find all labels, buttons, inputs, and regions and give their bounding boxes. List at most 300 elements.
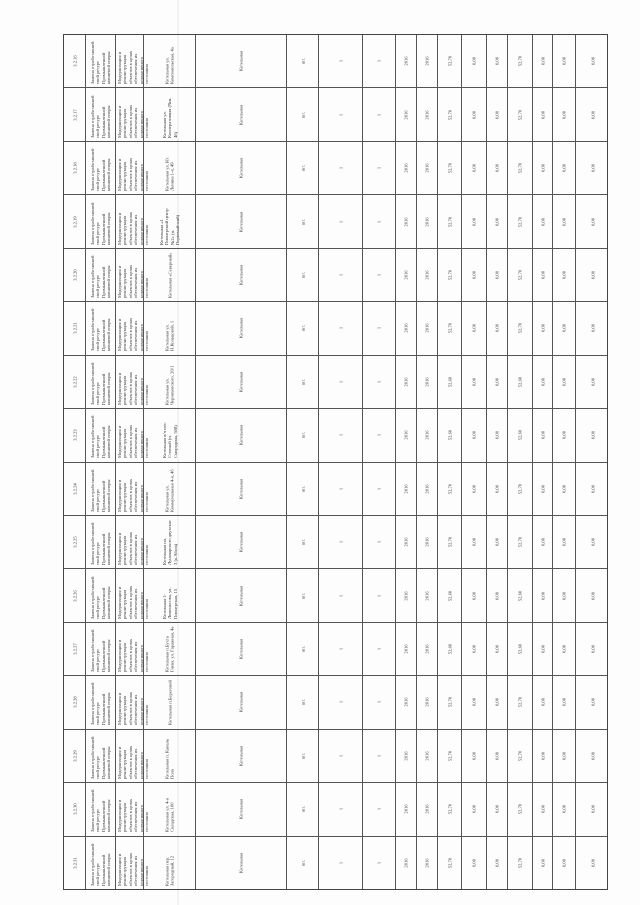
cell-number <box>64 837 86 889</box>
cell-cost-2-text: 0,00 <box>471 645 477 654</box>
cell-year-end-text: 2016 <box>424 537 430 547</box>
cell-cost-5-text: 0,00 <box>539 805 545 814</box>
cell-cost-7-text: 0,00 <box>589 431 595 440</box>
cell-cost-4-text: 52,70 <box>517 323 523 334</box>
cell-measure-name <box>86 516 116 568</box>
cell-cost-total <box>438 569 462 621</box>
cell-object-kind <box>196 463 287 515</box>
cell-year-end-text: 2016 <box>424 323 430 333</box>
cell-unit-text: шт. <box>299 645 305 653</box>
cell-work-type-text: Модернизация и реконструкция объектов в целях обеспечения их нормативного состояния <box>116 104 149 138</box>
cell-cost-total <box>438 142 462 194</box>
cell-cost-5 <box>533 302 553 354</box>
cell-count <box>363 730 396 782</box>
cell-measure-name <box>86 356 116 408</box>
cell-measure-name-text: Замена отработавшей свой ресурс Промышленной ковшевой опоры <box>89 95 111 138</box>
cell-cost-5-text: 0,00 <box>539 645 545 654</box>
cell-cost-4-text: 52,70 <box>517 109 523 120</box>
cell-cost-total-text: 52,60 <box>446 376 452 388</box>
cell-unit <box>287 142 319 194</box>
cell-cost-5 <box>533 623 553 675</box>
cell-year-start-text: 2016 <box>403 110 409 120</box>
cell-unit-text: шт. <box>299 538 305 546</box>
cell-object-kind-text: Котельная <box>238 799 244 820</box>
cell-measure-name <box>86 88 116 140</box>
cell-count-text: 1 <box>376 701 382 704</box>
cell-object-kind <box>196 302 287 354</box>
cell-count-text: 1 <box>376 327 382 330</box>
cell-cost-2 <box>462 623 487 675</box>
table-row <box>64 569 607 622</box>
cell-number <box>64 195 86 247</box>
cell-unit <box>287 463 319 515</box>
cell-object-kind <box>196 569 287 621</box>
cell-work-type-text: Модернизация и реконструкция объектов в целях обеспечения их нормативного состояния <box>116 264 149 298</box>
cell-cost-5 <box>533 837 553 889</box>
table-row <box>64 356 607 409</box>
cell-year-end-text: 2016 <box>424 377 430 387</box>
cell-cost-3-text: 0,00 <box>494 645 500 654</box>
cell-count <box>363 409 396 461</box>
cell-cost-2 <box>462 142 487 194</box>
cell-quantity-text: 1 <box>337 701 343 704</box>
cell-cost-5-text: 0,00 <box>539 484 545 493</box>
cell-cost-3-text: 0,00 <box>494 858 500 867</box>
cell-cost-6-text: 0,00 <box>561 858 567 867</box>
cell-work-type <box>116 88 149 140</box>
cell-object-address <box>144 88 196 140</box>
cell-quantity <box>319 837 363 889</box>
cell-object-address <box>144 569 196 621</box>
cell-cost-total <box>438 195 462 247</box>
cell-cost-6 <box>553 356 576 408</box>
cell-object-kind <box>196 409 287 461</box>
cell-measure-name-text: Замена отработавшей свой ресурс Промышленной ковшевой опоры <box>89 736 111 779</box>
table-row <box>64 463 607 516</box>
cell-cost-3 <box>487 88 508 140</box>
cell-cost-7-text: 0,00 <box>589 110 595 119</box>
cell-cost-total-text: 52,70 <box>446 162 452 174</box>
cell-cost-7-text: 0,00 <box>589 698 595 707</box>
cell-object-address-text: Котельная «1 Пионерский центр №2» (п. Первомайский) <box>158 208 180 245</box>
cell-year-end <box>417 249 438 301</box>
cell-number <box>64 302 86 354</box>
cell-year-start-text: 2016 <box>403 56 409 66</box>
cell-number-text: 3.2.28 <box>71 696 77 709</box>
cell-year-end <box>417 676 438 728</box>
cell-cost-3 <box>487 623 508 675</box>
table-row <box>64 623 607 676</box>
cell-unit <box>287 623 319 675</box>
cell-object-kind <box>196 516 287 568</box>
cell-quantity-text: 1 <box>337 327 343 330</box>
cell-number <box>64 569 86 621</box>
cell-cost-5 <box>533 88 553 140</box>
cell-year-end <box>417 623 438 675</box>
cell-number <box>64 249 86 301</box>
cell-measure-name <box>86 676 116 728</box>
cell-work-type <box>116 676 149 728</box>
cell-work-type-text: Модернизация и реконструкция объектов в целях обеспечения их нормативного состояния <box>116 745 149 779</box>
cell-count <box>363 302 396 354</box>
cell-cost-4-text: 52,70 <box>517 269 523 281</box>
cell-cost-7-text: 0,00 <box>589 591 595 600</box>
cell-cost-2 <box>462 249 487 301</box>
cell-work-type <box>116 569 149 621</box>
cell-object-address-text: Котельная ул. Н.Кольцовой, 1 <box>164 321 175 352</box>
cell-measure-name-text: Замена отработавшей свой ресурс Промышленной ковшевой опоры <box>89 415 111 459</box>
cell-year-start-text: 2016 <box>403 537 409 547</box>
cell-count-text: 1 <box>376 434 382 437</box>
cell-count-text: 1 <box>376 594 382 597</box>
cell-cost-4-text: 52,70 <box>517 483 523 494</box>
cell-count-text: 1 <box>376 647 382 651</box>
cell-object-address <box>144 463 196 515</box>
cell-year-start-text: 2016 <box>403 751 409 761</box>
cell-unit <box>287 783 319 835</box>
table-row <box>64 302 607 355</box>
cell-cost-2-text: 0,00 <box>471 377 477 386</box>
cell-measure-name-text: Замена отработавшей свой ресурс Промышленной ковшевой опоры <box>89 469 111 512</box>
cell-cost-4-text: 52,60 <box>517 590 523 601</box>
cell-measure-name <box>86 837 116 889</box>
cell-object-address-text: Котельная 1-Ломоносова, ул. Пионерская, 15 <box>161 586 178 619</box>
cell-cost-5-text: 0,00 <box>539 110 545 119</box>
cell-quantity-text: 1 <box>337 541 343 544</box>
cell-number-text: 3.2.29 <box>71 750 77 762</box>
cell-cost-6-text: 0,00 <box>561 698 567 707</box>
cell-object-kind-text: Котельная <box>238 51 244 72</box>
cell-year-start <box>396 356 417 408</box>
cell-measure-name-text: Замена отработавшей свой ресурс Промышленной ковшевой опоры <box>89 683 111 726</box>
cell-quantity <box>319 88 363 140</box>
cell-cost-6-text: 0,00 <box>561 377 567 386</box>
cell-work-type-text: Модернизация и реконструкция объектов в целях обеспечения их нормативного состояния <box>116 371 149 405</box>
cell-cost-2-text: 0,00 <box>471 591 477 600</box>
cell-cost-total <box>438 623 462 675</box>
cell-quantity-text: 1 <box>337 754 343 758</box>
cell-quantity <box>319 730 363 782</box>
cell-cost-2 <box>462 463 487 515</box>
cell-year-end-text: 2016 <box>424 644 430 654</box>
cell-cost-4 <box>508 302 533 354</box>
cell-cost-3 <box>487 195 508 247</box>
cell-year-start-text: 2016 <box>403 163 409 173</box>
cell-object-address-text: Котельная ул. Коммунальная 4-я, 4б <box>164 469 175 512</box>
cell-number <box>64 35 86 87</box>
cell-measure-name <box>86 142 116 194</box>
cell-cost-3-text: 0,00 <box>494 270 500 279</box>
cell-cost-5 <box>533 142 553 194</box>
cell-object-kind <box>196 249 287 301</box>
cell-number-text: 3.2.20 <box>71 269 77 281</box>
cell-count <box>363 356 396 408</box>
cell-count <box>363 837 396 889</box>
cell-object-address <box>144 35 196 87</box>
cell-cost-6-text: 0,00 <box>561 110 567 119</box>
cell-object-kind-text: Котельная <box>238 104 244 125</box>
cell-cost-6-text: 0,00 <box>561 805 567 814</box>
cell-year-start <box>396 569 417 621</box>
cell-unit <box>287 516 319 568</box>
cell-year-end-text: 2016 <box>424 56 430 66</box>
cell-year-start-text: 2016 <box>403 591 409 601</box>
cell-cost-6 <box>553 302 576 354</box>
cell-count <box>363 516 396 568</box>
cell-cost-4-text: 52,60 <box>517 430 523 441</box>
cell-cost-total-text: 52,70 <box>446 750 452 762</box>
cell-cost-4 <box>508 516 533 568</box>
cell-object-kind-text: Котельная <box>238 425 244 446</box>
cell-cost-4 <box>508 249 533 301</box>
cell-unit-text: шт. <box>299 218 305 225</box>
cell-object-kind-text: Котельная <box>238 692 244 713</box>
cell-cost-4 <box>508 409 533 461</box>
cell-cost-total-text: 52,70 <box>446 857 452 868</box>
cell-cost-2-text: 0,00 <box>471 270 477 279</box>
cell-unit <box>287 195 319 247</box>
cell-number <box>64 623 86 675</box>
cell-year-end <box>417 142 438 194</box>
cell-cost-7 <box>576 195 609 247</box>
cell-measure-name <box>86 569 116 621</box>
cell-object-address <box>144 142 196 194</box>
cell-object-address-text: Котельная в/ч пос. Степной (п. Смородина, 508) <box>161 422 178 459</box>
cell-object-kind-text: Котельная <box>238 211 244 232</box>
table-row <box>64 516 607 569</box>
cell-cost-2 <box>462 569 487 621</box>
cell-cost-3 <box>487 35 508 87</box>
cell-cost-7-text: 0,00 <box>589 538 595 547</box>
cell-cost-total <box>438 35 462 87</box>
cell-cost-7-text: 0,00 <box>589 164 595 173</box>
cell-cost-total <box>438 356 462 408</box>
cell-cost-6 <box>553 676 576 728</box>
cell-object-address-text: Котельная п. Каналь Пола <box>164 738 175 779</box>
cell-number-text: 3.2.25 <box>71 536 77 548</box>
cell-count-text: 1 <box>376 541 382 544</box>
cell-cost-3 <box>487 463 508 515</box>
cell-cost-5-text: 0,00 <box>539 858 545 867</box>
cell-number <box>64 463 86 515</box>
cell-cost-6 <box>553 730 576 782</box>
cell-cost-3-text: 0,00 <box>494 110 500 119</box>
cell-cost-4 <box>508 837 533 889</box>
cell-object-kind <box>196 356 287 408</box>
cell-unit <box>287 302 319 354</box>
cell-cost-6 <box>553 516 576 568</box>
cell-cost-7-text: 0,00 <box>589 645 595 654</box>
cell-cost-3 <box>487 249 508 301</box>
cell-cost-3-text: 0,00 <box>494 591 500 600</box>
cell-year-start-text: 2016 <box>403 430 409 440</box>
cell-quantity <box>319 142 363 194</box>
cell-cost-4 <box>508 88 533 140</box>
cell-count <box>363 249 396 301</box>
cell-number <box>64 88 86 140</box>
cell-cost-2-text: 0,00 <box>471 324 477 333</box>
cell-object-kind <box>196 730 287 782</box>
cell-measure-name-text: Замена отработавшей свой ресурс Промышленной ковшевой опоры <box>89 843 111 886</box>
cell-object-kind-text: Котельная <box>238 371 244 392</box>
cell-cost-total-text: 52,70 <box>446 323 452 334</box>
cell-year-start <box>396 249 417 301</box>
cell-number-text: 3.2.26 <box>71 589 77 602</box>
cell-cost-5 <box>533 730 553 782</box>
cell-cost-5-text: 0,00 <box>539 217 545 226</box>
cell-cost-2-text: 0,00 <box>471 57 477 66</box>
cell-cost-6-text: 0,00 <box>561 164 567 173</box>
cell-year-end <box>417 516 438 568</box>
cell-count-text: 1 <box>376 808 382 811</box>
cell-unit <box>287 676 319 728</box>
cell-year-start <box>396 623 417 675</box>
cell-work-type <box>116 249 149 301</box>
cell-cost-5-text: 0,00 <box>539 377 545 386</box>
cell-count-text: 1 <box>376 166 382 170</box>
cell-quantity-text: 1 <box>337 273 343 277</box>
cell-cost-total-text: 52,70 <box>446 109 452 120</box>
cell-cost-7 <box>576 356 609 408</box>
cell-year-end-text: 2016 <box>424 484 430 494</box>
cell-quantity <box>319 783 363 835</box>
cell-cost-4-text: 52,70 <box>517 857 523 868</box>
cell-year-end-text: 2016 <box>424 163 430 173</box>
cell-count-text: 1 <box>376 60 382 63</box>
cell-measure-name-text: Замена отработавшей свой ресурс Промышленной ковшевой опоры <box>89 148 111 192</box>
cell-work-type <box>116 302 149 354</box>
cell-unit-text: шт. <box>299 806 305 813</box>
cell-year-end <box>417 783 438 835</box>
cell-work-type-text: Модернизация и реконструкция объектов в целях обеспечения их нормативного состояния <box>116 692 149 726</box>
table-row <box>64 88 607 141</box>
cell-work-type-text: Модернизация и реконструкция объектов в целях обеспечения их нормативного состояния <box>116 531 149 566</box>
cell-cost-4 <box>508 676 533 728</box>
cell-cost-7-text: 0,00 <box>589 324 595 333</box>
cell-cost-5-text: 0,00 <box>539 698 545 707</box>
cell-measure-name-text: Замена отработавшей свой ресурс Промышленной ковшевой опоры <box>89 789 111 833</box>
cell-cost-6-text: 0,00 <box>561 591 567 600</box>
cell-year-start <box>396 730 417 782</box>
cell-year-end <box>417 35 438 87</box>
cell-work-type-text: Модернизация и реконструкция объектов в целях обеспечения их нормативного состояния <box>116 425 149 459</box>
cell-cost-4 <box>508 463 533 515</box>
rotated-data-table <box>63 34 608 890</box>
table-row <box>64 409 607 462</box>
cell-number-text: 3.2.21 <box>71 322 77 335</box>
cell-unit <box>287 837 319 889</box>
cell-year-end <box>417 356 438 408</box>
cell-year-end <box>417 837 438 889</box>
cell-number-text: 3.2.17 <box>71 108 77 121</box>
cell-number <box>64 730 86 782</box>
cell-cost-2-text: 0,00 <box>471 217 477 226</box>
cell-object-address <box>144 623 196 675</box>
cell-count-text: 1 <box>376 380 382 383</box>
cell-measure-name-text: Замена отработавшей свой ресурс Промышленной ковшевой опоры <box>89 308 111 352</box>
cell-cost-2 <box>462 302 487 354</box>
cell-unit <box>287 409 319 461</box>
cell-cost-2 <box>462 356 487 408</box>
cell-cost-6-text: 0,00 <box>561 751 567 760</box>
cell-cost-2-text: 0,00 <box>471 698 477 707</box>
cell-year-start <box>396 783 417 835</box>
cell-cost-6 <box>553 837 576 889</box>
cell-cost-3 <box>487 730 508 782</box>
cell-object-kind-text: Котельная <box>238 852 244 873</box>
cell-work-type <box>116 463 149 515</box>
cell-cost-4-text: 52,70 <box>517 162 523 174</box>
cell-measure-name-text: Замена отработавшей свой ресурс Промышленной ковшевой опоры <box>89 522 111 566</box>
cell-cost-total <box>438 249 462 301</box>
cell-work-type-text: Модернизация и реконструкция объектов в целях обеспечения их нормативного состояния <box>116 638 149 673</box>
cell-cost-6-text: 0,00 <box>561 270 567 279</box>
cell-unit-text: шт. <box>299 111 305 118</box>
cell-quantity-text: 1 <box>337 380 343 383</box>
cell-cost-4-text: 52,70 <box>517 216 523 227</box>
cell-cost-2-text: 0,00 <box>471 805 477 814</box>
cell-measure-name-text: Замена отработавшей свой ресурс Промышленной ковшевой опоры <box>89 576 111 619</box>
cell-number <box>64 142 86 194</box>
cell-quantity <box>319 302 363 354</box>
cell-quantity-text: 1 <box>337 166 343 170</box>
cell-cost-5-text: 0,00 <box>539 164 545 173</box>
cell-object-kind <box>196 35 287 87</box>
cell-year-end <box>417 730 438 782</box>
cell-object-address <box>144 302 196 354</box>
cell-quantity-text: 1 <box>337 113 343 116</box>
cell-work-type-text: Модернизация и реконструкция объектов в целях обеспечения их нормативного состояния <box>116 51 149 85</box>
table-row <box>64 249 607 302</box>
cell-cost-7-text: 0,00 <box>589 858 595 867</box>
cell-cost-6 <box>553 249 576 301</box>
cell-number-text: 3.2.18 <box>71 162 77 174</box>
cell-year-end-text: 2016 <box>424 804 430 814</box>
cell-object-kind-text: Котельная <box>238 532 244 553</box>
cell-unit <box>287 730 319 782</box>
cell-quantity <box>319 516 363 568</box>
cell-cost-7 <box>576 676 609 728</box>
cell-unit-text: шт. <box>299 378 305 386</box>
cell-quantity-text: 1 <box>337 808 343 811</box>
cell-measure-name <box>86 463 116 515</box>
cell-year-start <box>396 302 417 354</box>
cell-measure-name <box>86 730 116 782</box>
cell-cost-3 <box>487 409 508 461</box>
cell-object-kind-text: Котельная <box>238 638 244 660</box>
cell-unit-text: шт. <box>299 164 305 172</box>
cell-object-kind-text: Котельная <box>238 745 244 766</box>
cell-count <box>363 88 396 140</box>
cell-cost-6-text: 0,00 <box>561 57 567 66</box>
cell-cost-total-text: 52,70 <box>446 216 452 227</box>
cell-count-text: 1 <box>376 487 382 490</box>
cell-cost-3-text: 0,00 <box>494 538 500 547</box>
cell-object-address <box>144 516 196 568</box>
table-row <box>64 676 607 729</box>
cell-cost-5-text: 0,00 <box>539 538 545 547</box>
cell-cost-4-text: 52,70 <box>517 697 523 708</box>
cell-unit <box>287 249 319 301</box>
cell-quantity <box>319 409 363 461</box>
cell-cost-6-text: 0,00 <box>561 431 567 440</box>
cell-work-type-text: Модернизация и реконструкция объектов в целях обеспечения их нормативного состояния <box>116 478 149 512</box>
cell-year-end <box>417 88 438 140</box>
cell-count <box>363 783 396 835</box>
cell-cost-5-text: 0,00 <box>539 431 545 440</box>
cell-unit <box>287 569 319 621</box>
cell-year-end-text: 2016 <box>424 591 430 601</box>
